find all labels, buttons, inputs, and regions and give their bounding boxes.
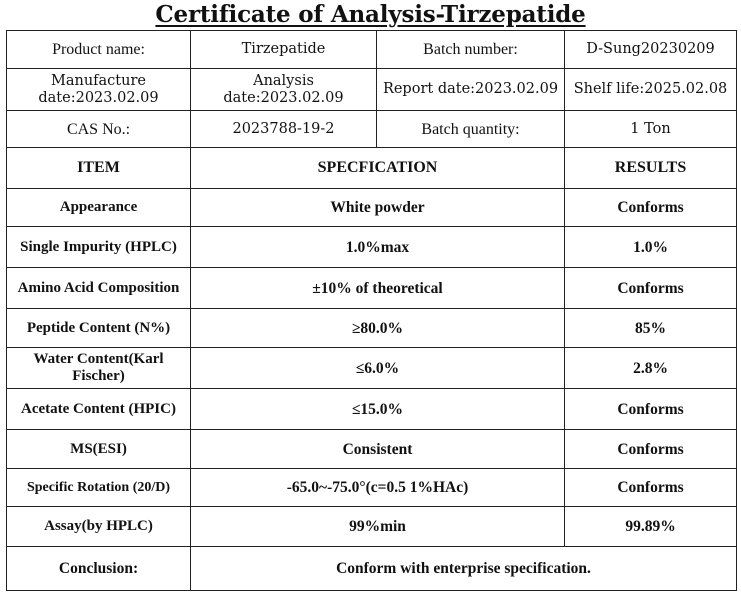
conclusion-row <box>7 547 737 591</box>
test-result: Conforms <box>565 268 737 309</box>
batch-number-label: Batch number: <box>377 31 565 69</box>
cas-label: CAS No.: <box>7 111 191 148</box>
product-name-label: Product name: <box>7 31 191 69</box>
conclusion-text: Conform with enterprise specification. <box>191 547 737 591</box>
test-item: Amino Acid Composition <box>7 268 191 309</box>
test-row <box>7 309 737 348</box>
batch-quantity-value: 1 Ton <box>565 111 737 148</box>
manufacture-date: Manufacture date:2023.02.09 <box>7 69 191 111</box>
header-row <box>7 111 737 148</box>
test-specification: ≥80.0% <box>191 309 565 348</box>
test-specification: ≤15.0% <box>191 389 565 430</box>
analysis-date: Analysis date:2023.02.09 <box>191 69 377 111</box>
header-row <box>7 69 737 111</box>
test-specification: ≤6.0% <box>191 348 565 389</box>
test-specification: 1.0%max <box>191 227 565 268</box>
batch-quantity-label: Batch quantity: <box>377 111 565 148</box>
test-row <box>7 430 737 469</box>
document-title: Certificate of Analysis-Tirzepatide <box>155 1 586 28</box>
specification-header: SPECFICATION <box>191 148 565 189</box>
test-result: Conforms <box>565 389 737 430</box>
test-item: Specific Rotation (20/D) <box>7 469 191 507</box>
test-result: 1.0% <box>565 227 737 268</box>
test-item: Acetate Content (HPIC) <box>7 389 191 430</box>
test-row <box>7 348 737 389</box>
test-row <box>7 507 737 547</box>
test-specification: 99%min <box>191 507 565 547</box>
test-result: Conforms <box>565 189 737 227</box>
coa-table <box>6 30 737 591</box>
batch-number-value: D-Sung20230209 <box>565 31 737 69</box>
test-item: Appearance <box>7 189 191 227</box>
test-item: Single Impurity (HPLC) <box>7 227 191 268</box>
test-row <box>7 227 737 268</box>
test-result: 85% <box>565 309 737 348</box>
test-item: Peptide Content (N%) <box>7 309 191 348</box>
test-row <box>7 189 737 227</box>
test-specification: White powder <box>191 189 565 227</box>
test-result: 2.8% <box>565 348 737 389</box>
results-header: RESULTS <box>565 148 737 189</box>
test-result: Conforms <box>565 430 737 469</box>
product-name-value: Tirzepatide <box>191 31 377 69</box>
test-item: Water Content(Karl Fischer) <box>7 348 191 389</box>
item-header: ITEM <box>7 148 191 189</box>
test-row <box>7 268 737 309</box>
test-result: Conforms <box>565 469 737 507</box>
test-row <box>7 389 737 430</box>
cas-value: 2023788-19-2 <box>191 111 377 148</box>
conclusion-label: Conclusion: <box>7 547 191 591</box>
test-specification: Consistent <box>191 430 565 469</box>
test-item: MS(ESI) <box>7 430 191 469</box>
report-date: Report date:2023.02.09 <box>377 69 565 111</box>
test-item: Assay(by HPLC) <box>7 507 191 547</box>
test-result: 99.89% <box>565 507 737 547</box>
test-specification: -65.0~-75.0°(c=0.5 1%HAc) <box>191 469 565 507</box>
test-specification: ±10% of theoretical <box>191 268 565 309</box>
column-header-row <box>7 148 737 189</box>
shelf-life: Shelf life:2025.02.08 <box>565 69 737 111</box>
header-row <box>7 31 737 69</box>
test-row <box>7 469 737 507</box>
